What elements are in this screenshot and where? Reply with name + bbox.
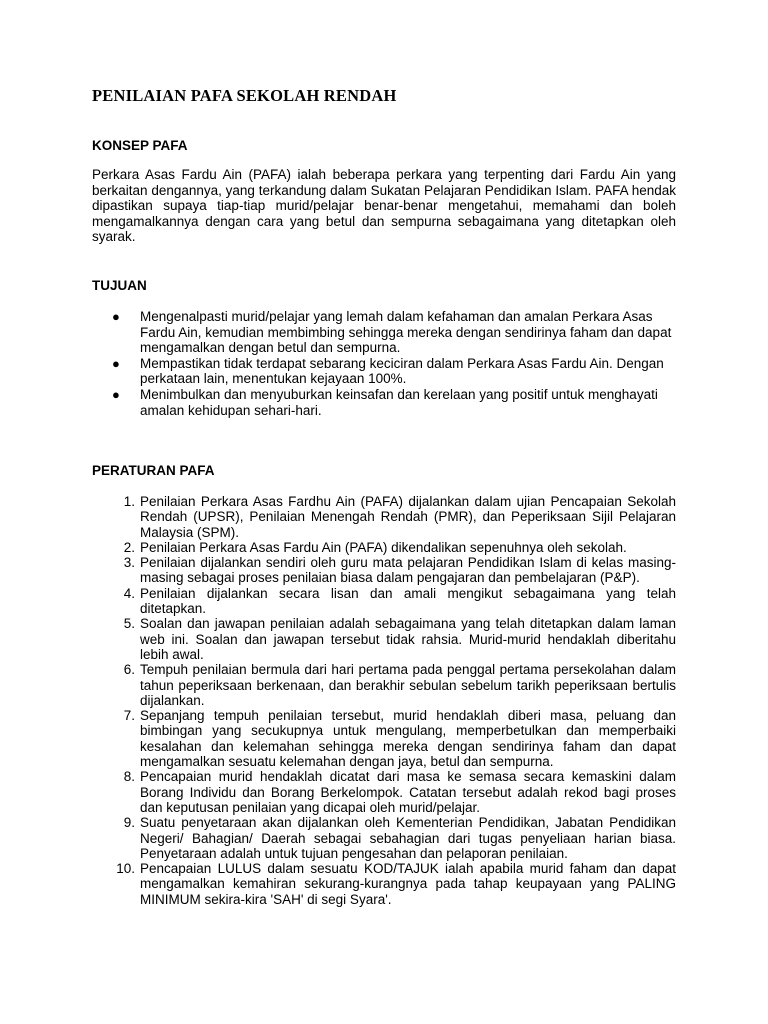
list-item-text: Mengenalpasti murid/pelajar yang lemah dalam kefahaman dan amalan Perkara Asas Fardu Ain, kemudian membimbing sehingga mereka dengan sendirinya faham dan dapat mengamalkan dengan betul dan sempurna.: [140, 309, 672, 356]
list-item-text: Soalan dan jawapan penilaian adalah sebagaimana yang telah ditetapkan dalam laman web ini. Soalan dan jawapan tersebut tidak rahsia. Murid-murid hendaklah diberitahu lebih awal.: [140, 616, 676, 662]
list-item-number: 2.: [123, 539, 135, 555]
tujuan-list: [92, 309, 676, 418]
list-item: [92, 387, 676, 418]
list-item-number: 8.: [123, 769, 135, 785]
list-item-text: Penilaian dijalankan secara lisan dan amali mengikut sebagaimana yang telah ditetapkan.: [140, 585, 676, 617]
list-item: [92, 586, 676, 617]
list-item: [92, 861, 676, 907]
bullet-icon: ●: [112, 355, 120, 371]
list-item-number: 1.: [123, 494, 135, 509]
bullet-icon: ●: [112, 386, 120, 402]
list-item-text: Menimbulkan dan menyuburkan keinsafan dan kerelaan yang positif untuk menghayati amalan kehidupan sehari-hari.: [140, 386, 658, 418]
list-item-text: Suatu penyetaraan akan dijalankan oleh Kementerian Pendidikan, Jabatan Pendidikan Negeri/ Bahagian/ Daerah sebagai sebahagian dari tugas penyeliaan harian biasa. Penyetaraan adalah untuk tujuan pengesahan dan pelaporan penilaian.: [140, 815, 676, 861]
tujuan-heading: TUJUAN: [92, 278, 147, 293]
list-item-text: Penilaian Perkara Asas Fardu Ain (PAFA) dikendalikan sepenuhnya oleh sekolah.: [140, 539, 627, 555]
list-item-text: Pencapaian LULUS dalam sesuatu KOD/TAJUK ialah apabila murid faham dan dapat mengamalkan kemahiran sekurang-kurangnya pada tahap keupayaan yang PALING MINIMUM sekira-kira 'SAH' di segi Syara'.: [140, 861, 676, 907]
list-item-text: Tempuh penilaian bermula dari hari pertama pada penggal pertama persekolahan dalam tahun peperiksaan berkenaan, dan berakhir sebulan sebelum tarikh peperiksaan bertulis dijalankan.: [140, 662, 676, 708]
list-item-number: 9.: [123, 815, 135, 831]
list-item: [92, 555, 676, 586]
list-item: [92, 494, 676, 540]
list-item-text: Penilaian dijalankan sendiri oleh guru mata pelajaran Pendidikan Islam di kelas masing-masing sebagai proses penilaian biasa dalam pengajaran dan pembelajaran (P&P).: [140, 555, 676, 586]
peraturan-list: [92, 494, 676, 907]
list-item: [92, 815, 676, 861]
list-item: [92, 356, 676, 387]
list-item: [92, 309, 676, 356]
page-title: PENILAIAN PAFA SEKOLAH RENDAH: [92, 86, 397, 105]
konsep-paragraph: Perkara Asas Fardu Ain (PAFA) ialah beberapa perkara yang terpenting dari Fardu Ain yang berkaitan dengannya, yang terkandung dalam Sukatan Pelajaran Pendidikan Islam. PAFA hendak dipastikan supaya tiap-tiap murid/pelajar benar-benar mengetahui, memahami dan boleh mengamalkannya dengan cara yang betul dan sempurna sebagaimana yang ditetapkan oleh syarak.: [92, 167, 676, 245]
list-item-text: Penilaian Perkara Asas Fardhu Ain (PAFA) dijalankan dalam ujian Pencapaian Sekolah Rendah (UPSR), Penilaian Menengah Rendah (PMR), dan Peperiksaan Sijil Pelajaran Malaysia (SPM).: [140, 494, 676, 540]
peraturan-heading: PERATURAN PAFA: [92, 463, 215, 478]
list-item: [92, 540, 676, 555]
list-item-number: 6.: [123, 662, 135, 678]
list-item-number: 4.: [123, 585, 135, 601]
list-item-text: Sepanjang tempuh penilaian tersebut, murid hendaklah diberi masa, peluang dan bimbingan yang secukupnya untuk mengulang, memperbetulkan dan memperbaiki kesalahan dan kelemahan sehingga mereka dengan sendirinya faham dan dapat mengamalkan sesuatu kelemahan dengan jaya, betul dan sempurna.: [140, 708, 676, 770]
list-item: [92, 616, 676, 662]
list-item: [92, 662, 676, 708]
list-item-number: 3.: [123, 555, 135, 571]
konsep-heading: KONSEP PAFA: [92, 138, 188, 153]
list-item-text: Mempastikan tidak terdapat sebarang keciciran dalam Perkara Asas Fardu Ain. Dengan perkataan lain, menentukan kejayaan 100%.: [140, 355, 664, 387]
list-item-text: Pencapaian murid hendaklah dicatat dari masa ke semasa secara kemaskini dalam Borang Individu dan Borang Berkelompok. Catatan tersebut adalah rekod bagi proses dan keputusan penilaian yang dicapai oleh murid/pelajar.: [140, 769, 676, 815]
bullet-icon: ●: [112, 309, 120, 324]
list-item-number: 5.: [123, 616, 135, 632]
list-item-number: 7.: [123, 708, 135, 724]
list-item: [92, 708, 676, 769]
list-item-number: 10.: [116, 861, 135, 877]
list-item: [92, 769, 676, 815]
